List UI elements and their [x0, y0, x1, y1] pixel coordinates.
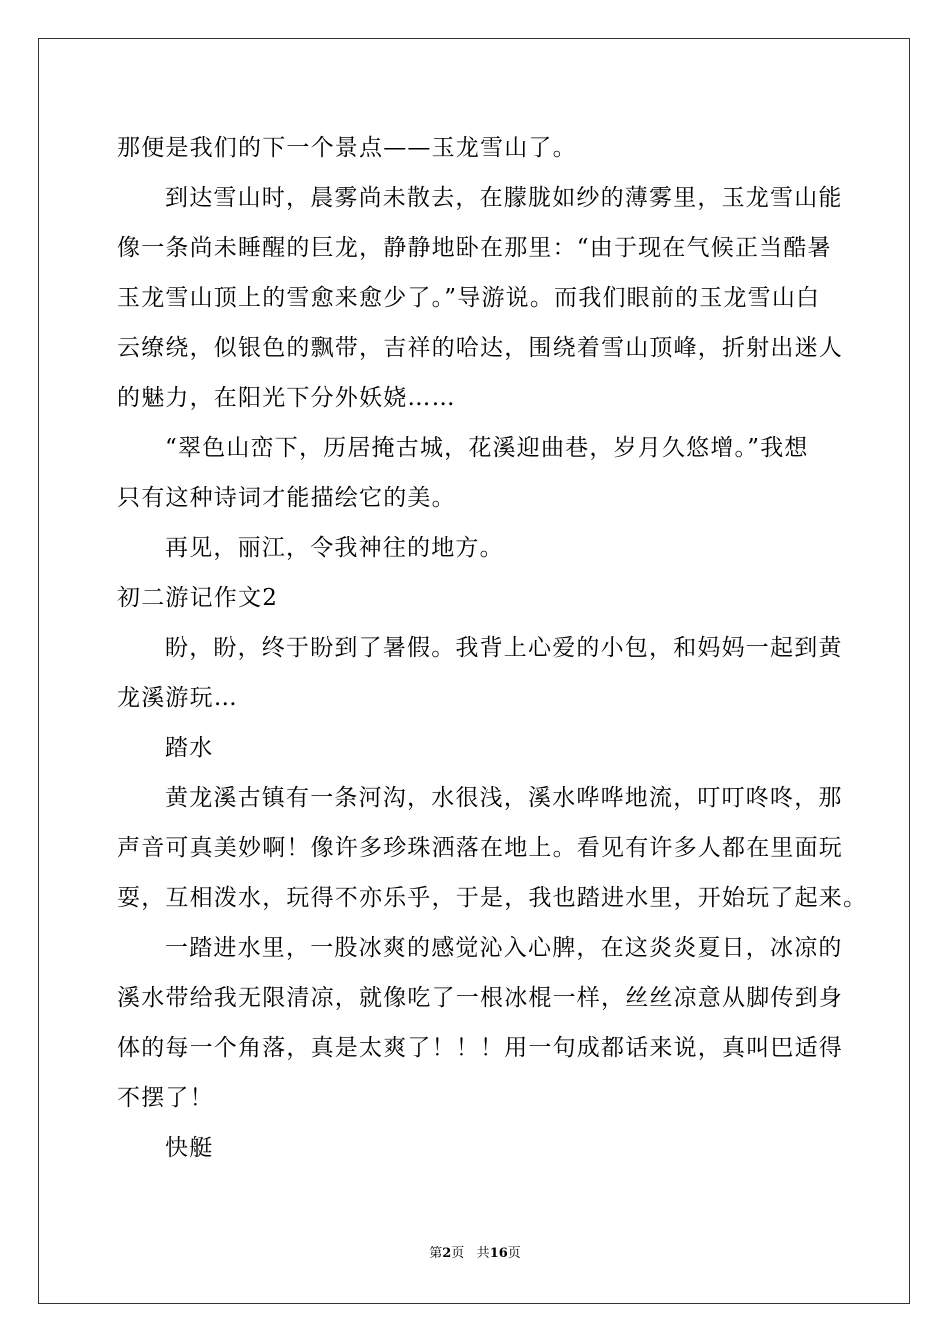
- subheading: 快艇: [165, 1135, 214, 1161]
- text-line: 溪水带给我无限清凉，就像吃了一根冰棍一样，丝丝凉意从脚传到身: [117, 985, 843, 1011]
- text-line: 到达雪山时，晨雾尚未散去，在朦胧如纱的薄雾里，玉龙雪山能: [165, 185, 843, 211]
- total-suffix: 页: [507, 1246, 521, 1261]
- total-prefix: 共: [476, 1246, 490, 1261]
- text-line: 一踏进水里，一股冰爽的感觉沁入心脾，在这炎炎夏日，冰凉的: [165, 935, 843, 961]
- text-line: 声音可真美妙啊！像许多珍珠洒落在地上。看见有许多人都在里面玩: [117, 835, 843, 861]
- text-line: 只有这种诗词才能描绘它的美。: [117, 485, 456, 511]
- page-suffix: 页: [451, 1246, 465, 1261]
- text-line: 玉龙雪山顶上的雪愈来愈少了。”导游说。而我们眼前的玉龙雪山白: [117, 285, 821, 311]
- text-line: 体的每一个角落，真是太爽了！！！用一句成都话来说，真叫巴适得: [117, 1035, 843, 1061]
- text-line: 的魅力，在阳光下分外妖娆……: [117, 385, 456, 411]
- text-line: 那便是我们的下一个景点——玉龙雪山了。: [117, 135, 577, 161]
- text-line: 像一条尚未睡醒的巨龙，静静地卧在那里：“由于现在气候正当酷暑: [117, 235, 832, 261]
- total-pages: 16: [489, 1246, 508, 1261]
- text-line: 龙溪游玩…: [117, 685, 238, 711]
- text-line: 不摆了！: [117, 1085, 214, 1111]
- page-number: 2: [442, 1246, 452, 1261]
- text-line: “翠色山峦下，历居掩古城，花溪迎曲巷，岁月久悠增。”我想: [165, 435, 809, 461]
- text-line: 耍，互相泼水，玩得不亦乐乎，于是，我也踏进水里，开始玩了起来。: [117, 885, 868, 911]
- document-body: [117, 123, 868, 1173]
- text-line: 云缭绕，似银色的飘带，吉祥的哈达，围绕着雪山顶峰，折射出迷人: [117, 335, 843, 361]
- section-title: 初二游记作文2: [117, 585, 279, 611]
- text-line: 盼，盼，终于盼到了暑假。我背上心爱的小包，和妈妈一起到黄: [165, 635, 843, 661]
- page-prefix: 第: [429, 1246, 443, 1261]
- page-footer: [0, 1242, 950, 1261]
- text-line: 黄龙溪古镇有一条河沟，水很浅，溪水哗哗地流，叮叮咚咚，那: [165, 785, 843, 811]
- text-line: 再见，丽江，令我神往的地方。: [165, 535, 504, 561]
- subheading: 踏水: [165, 735, 214, 761]
